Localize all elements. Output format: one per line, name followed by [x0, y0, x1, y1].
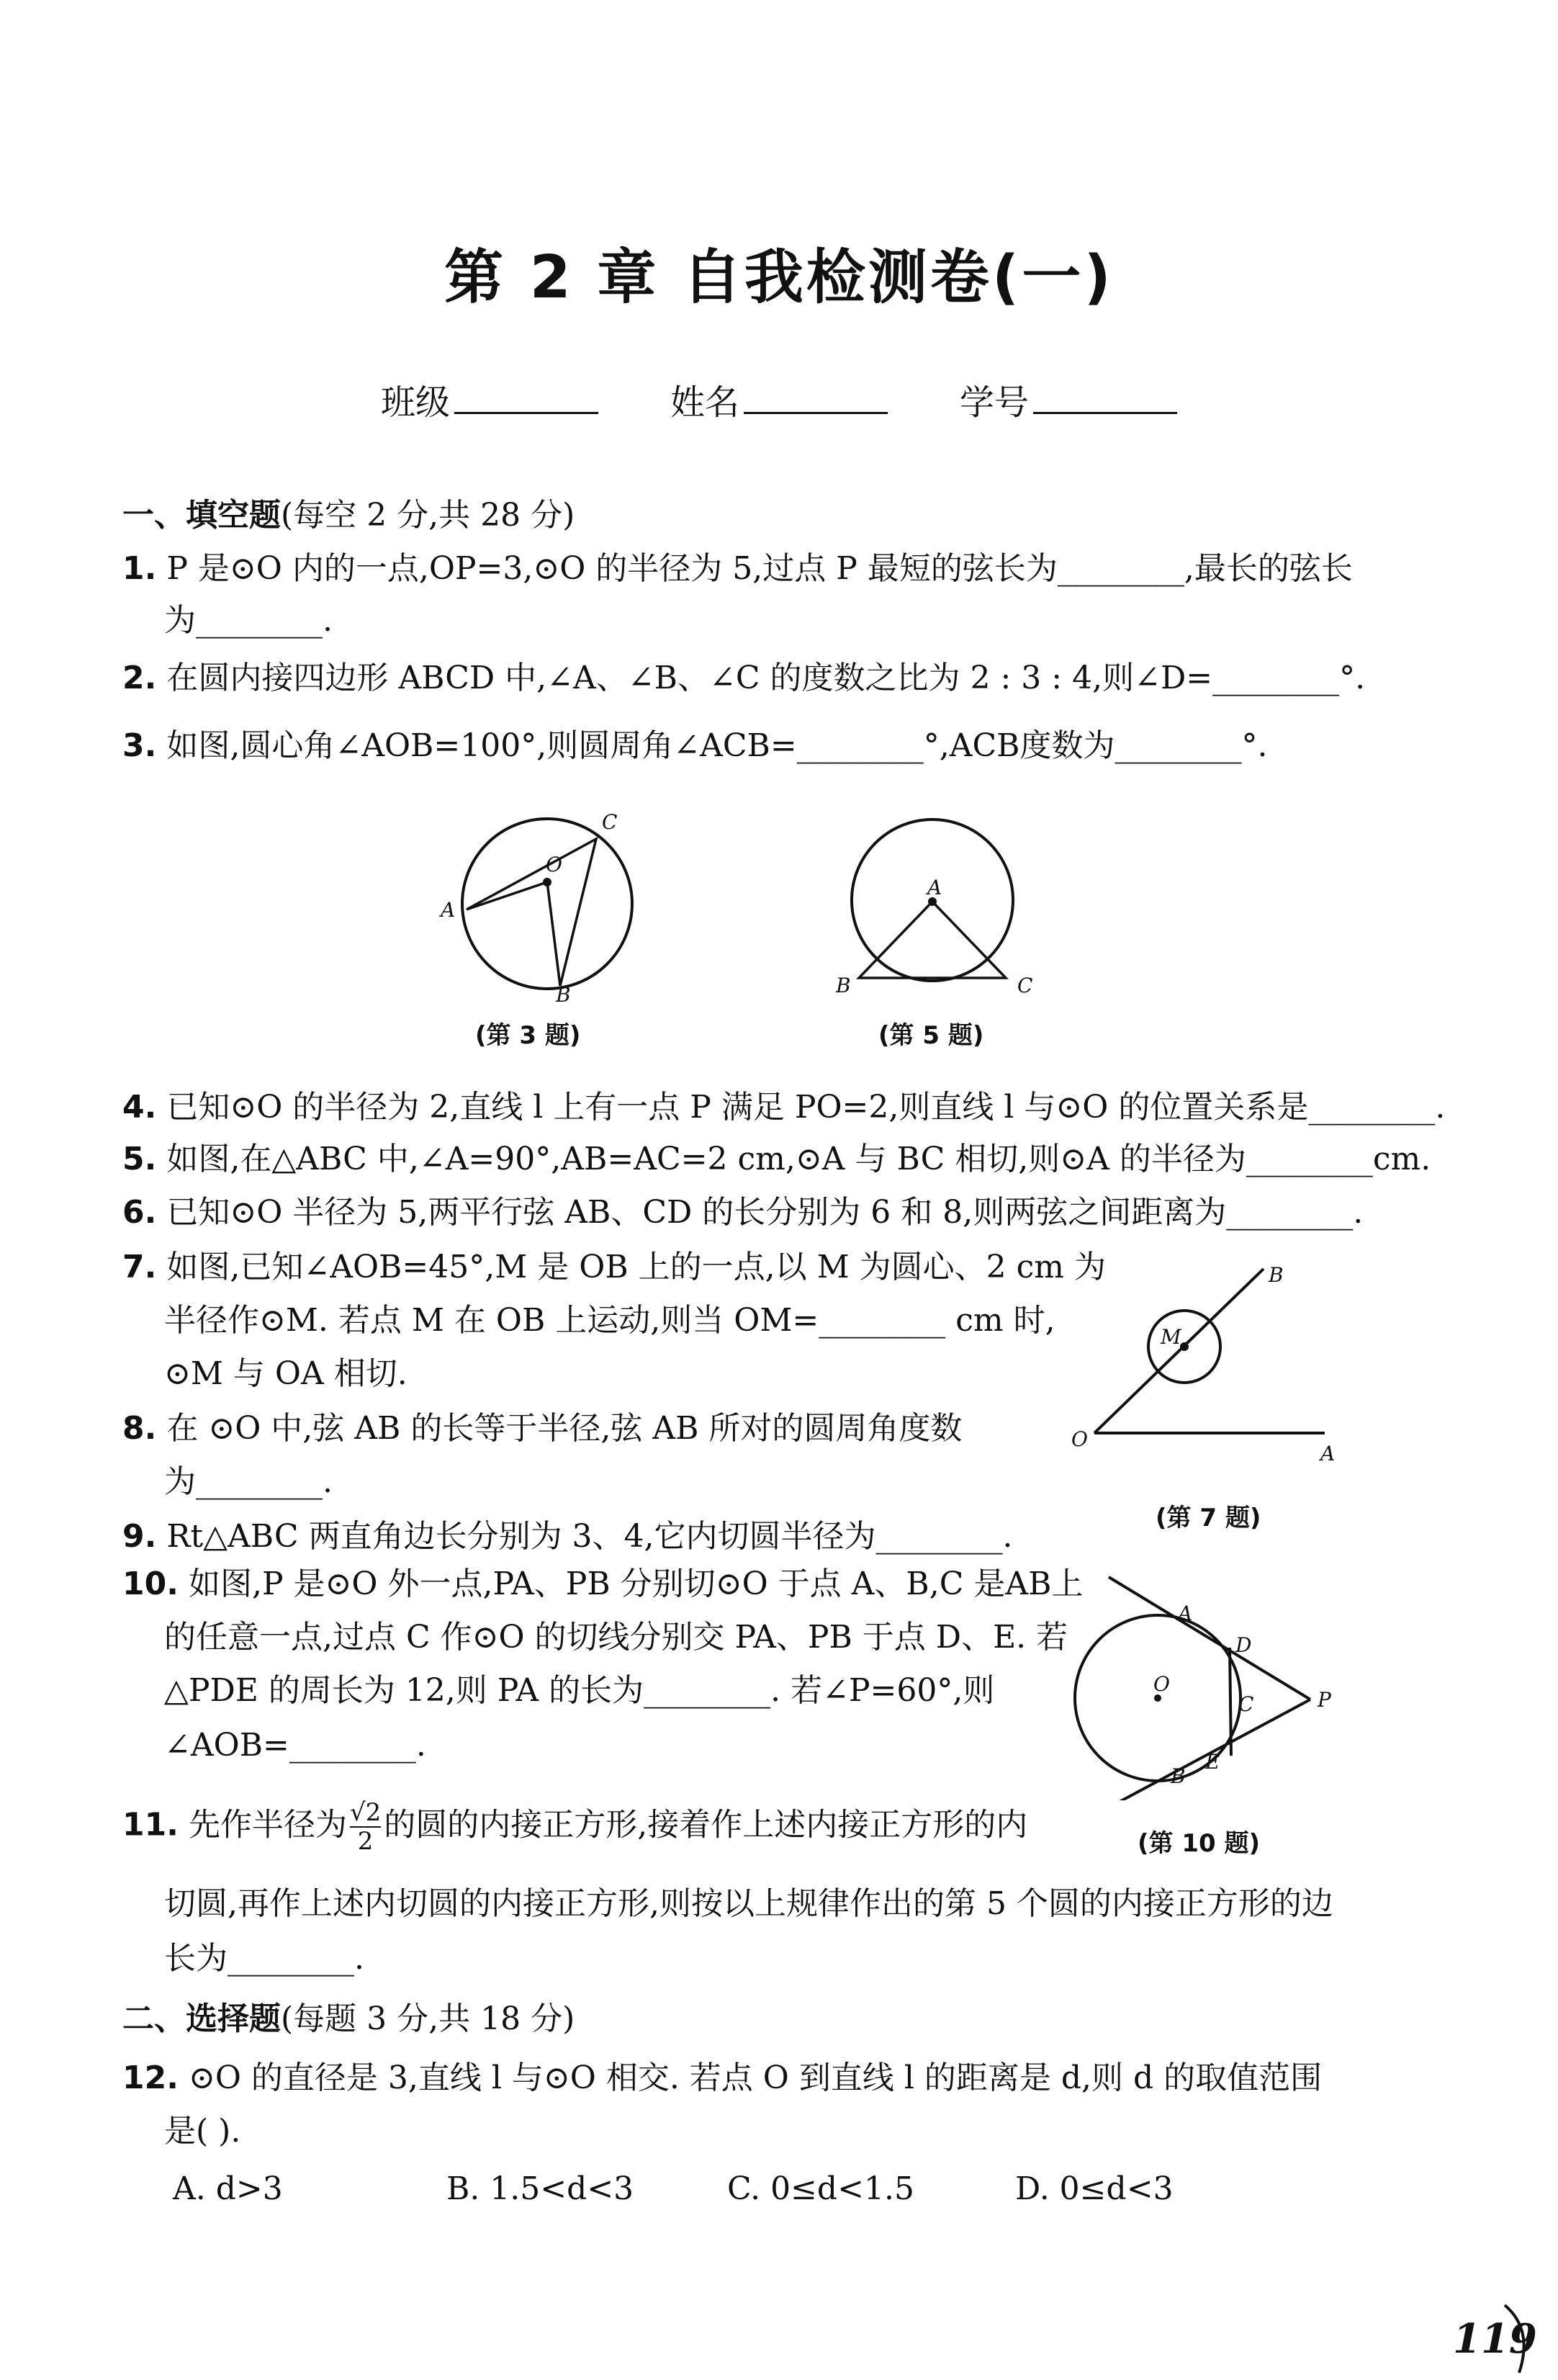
fig10-label-D: D [1235, 1633, 1252, 1657]
fig5-label-A: A [927, 876, 942, 899]
figure-3-caption: (第 3 题) [475, 1021, 581, 1050]
section1-heading [122, 494, 1433, 537]
question-text: 如图,已知∠AOB=45°,M 是 OB 上的一点,以 M 为圆心、2 cm 为 [166, 1249, 1106, 1285]
fraction-denominator: 2 [357, 1827, 374, 1856]
question-7-cont1: 半径作⊙M. 若点 M 在 OB 上运动,则当 OM=________ cm 时, [164, 1302, 1055, 1339]
figure-3 [432, 803, 648, 1012]
option-B[interactable]: B. 1.5<d<3 [446, 2170, 634, 2207]
question-number: 4. [122, 1089, 157, 1126]
figure-5 [832, 814, 1048, 1001]
question-text: 如图,P 是⊙O 外一点,PA、PB 分别切⊙O 于点 A、B,C 是AB上 [188, 1566, 1084, 1602]
question-number: 3. [122, 727, 157, 764]
student-info [0, 374, 1558, 424]
fig10-label-C: C [1238, 1692, 1254, 1716]
section2-note: (每题 3 分,共 18 分) [281, 2000, 575, 2037]
fig7-label-A: A [1320, 1442, 1336, 1465]
class-label: 班级 [380, 382, 450, 423]
fig10-label-A: A [1178, 1602, 1193, 1625]
question-number: 5. [122, 1141, 157, 1177]
fig7-label-O: O [1071, 1427, 1088, 1451]
question-3 [122, 724, 1433, 768]
fig3-label-B: B [556, 983, 571, 1007]
question-6 [122, 1191, 1433, 1234]
question-2 [122, 657, 1433, 700]
section2-title: 二、选择题 [122, 2000, 281, 2037]
question-11-cont2: 长为________. [164, 1940, 364, 1977]
question-1-cont: 为________. [164, 602, 333, 639]
fig10-label-O: O [1153, 1672, 1170, 1696]
figure-5-caption: (第 5 题) [878, 1021, 984, 1050]
section1-title: 一、填空题 [122, 497, 281, 534]
question-11-cont1: 切圆,再作上述内切圆的内接正方形,则按以上规律作出的第 5 个圆的内接正方形的边 [164, 1885, 1333, 1922]
question-12 [122, 2057, 1433, 2100]
question-number: 7. [122, 1249, 157, 1285]
option-D[interactable]: D. 0≤d<3 [1015, 2170, 1174, 2207]
question-text: 如图,圆心角∠AOB=100°,则圆周角∠ACB=________°,ACB度数为________°. [166, 727, 1268, 764]
id-blank[interactable] [1033, 412, 1177, 414]
fig3-label-A: A [441, 898, 456, 922]
question-number: 11. [122, 1806, 179, 1844]
name-blank[interactable] [744, 412, 888, 414]
question-12-cont: 是( ). [164, 2113, 241, 2150]
name-label: 姓名 [670, 382, 739, 423]
fig10-label-E: E [1205, 1750, 1220, 1774]
class-field[interactable] [381, 374, 598, 424]
question-number: 9. [122, 1518, 157, 1555]
question-number: 8. [122, 1410, 157, 1447]
question-5 [122, 1138, 1433, 1181]
section1-note: (每空 2 分,共 28 分) [281, 497, 575, 534]
fig3-label-C: C [602, 810, 618, 834]
option-C[interactable]: C. 0≤d<1.5 [727, 2170, 914, 2207]
question-number: 12. [122, 2060, 179, 2096]
section2-heading [122, 1998, 1433, 2041]
question-text: 在 ⊙O 中,弦 AB 的长等于半径,弦 AB 所对的圆周角度数 [166, 1410, 963, 1447]
page-title: 第 2 章 自我检测卷(一) [444, 243, 1114, 312]
page-number-badge [1433, 2301, 1541, 2380]
question-number: 6. [122, 1194, 157, 1231]
question-10-cont2: △PDE 的周长为 12,则 PA 的长为________. 若∠P=60°,则 [164, 1672, 995, 1709]
question-11 [122, 1799, 1433, 1855]
figure-10-caption: (第 10 题) [1138, 1829, 1261, 1858]
question-10-cont3: ∠AOB=________. [164, 1727, 426, 1764]
fig5-label-B: B [836, 974, 851, 997]
question-text: 先作半径为 [188, 1806, 347, 1844]
id-label: 学号 [960, 382, 1030, 423]
question-8-cont: 为________. [164, 1463, 333, 1500]
question-text: P 是⊙O 内的一点,OP=3,⊙O 的半径为 5,过点 P 最短的弦长为________,最长的弦长 [166, 550, 1353, 587]
question-1 [122, 547, 1433, 590]
question-10-cont1: 的任意一点,过点 C 作⊙O 的切线分别交 PA、PB 于点 D、E. 若 [164, 1619, 1068, 1656]
question-text: ⊙O 的直径是 3,直线 l 与⊙O 相交. 若点 O 到直线 l 的距离是 d,则 d 的取值范围 [188, 2060, 1323, 2096]
question-text: 已知⊙O 的半径为 2,直线 l 上有一点 P 满足 PO=2,则直线 l 与⊙O 的位置关系是________. [166, 1089, 1446, 1126]
fraction-sqrt2-over-2 [350, 1799, 381, 1855]
option-A[interactable]: A. d>3 [173, 2170, 283, 2207]
question-text: 在圆内接四边形 ABCD 中,∠A、∠B、∠C 的度数之比为 2 : 3 : 4,则∠D=________°. [166, 660, 1366, 696]
fig10-label-P: P [1318, 1688, 1331, 1712]
question-4 [122, 1086, 1446, 1129]
class-blank[interactable] [454, 412, 598, 414]
question-number: 10. [122, 1566, 179, 1602]
question-number: 1. [122, 550, 157, 587]
fig7-label-B: B [1269, 1263, 1284, 1287]
fraction-numerator: √2 [349, 1798, 382, 1827]
fig3-label-O: O [546, 853, 562, 876]
question-9 [122, 1515, 1433, 1558]
fig5-label-C: C [1017, 974, 1033, 997]
page-number: 119 [1453, 2315, 1537, 2363]
question-text: 如图,在△ABC 中,∠A=90°,AB=AC=2 cm,⊙A 与 BC 相切,则⊙A 的半径为________cm. [166, 1141, 1431, 1177]
name-field[interactable] [670, 374, 888, 424]
id-field[interactable] [960, 374, 1177, 424]
fig7-label-M: M [1161, 1325, 1181, 1349]
question-number: 2. [122, 660, 157, 696]
fig10-label-B: B [1171, 1764, 1186, 1788]
question-7-cont2: ⊙M 与 OA 相切. [164, 1355, 407, 1392]
figure-10 [1066, 1570, 1354, 1800]
question-text-cont: 的圆的内接正方形,接着作上述内接正方形的内 [384, 1806, 1028, 1844]
figure-7-caption: (第 7 题) [1156, 1504, 1261, 1532]
question-text: Rt△ABC 两直角边长分别为 3、4,它内切圆半径为________. [166, 1518, 1013, 1555]
question-text: 已知⊙O 半径为 5,两平行弦 AB、CD 的长分别为 6 和 8,则两弦之间距离为________. [166, 1194, 1364, 1231]
question-8 [122, 1407, 1433, 1450]
